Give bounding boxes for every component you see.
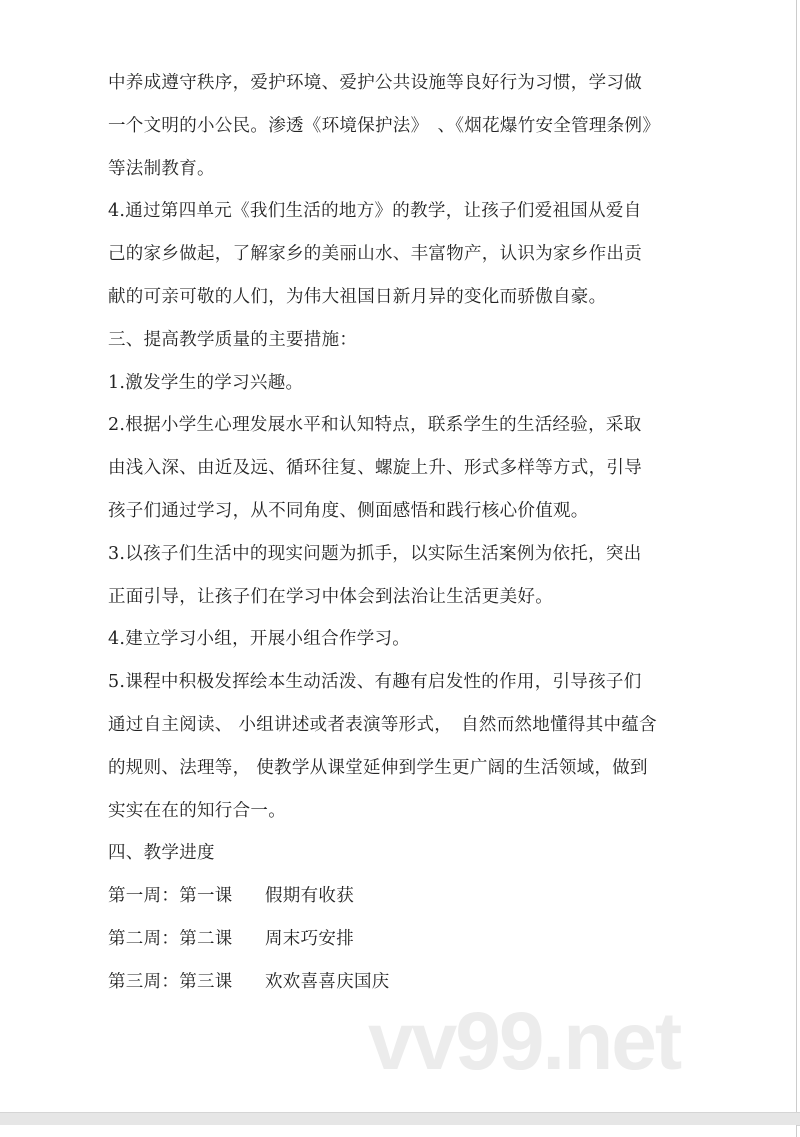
schedule-week: 第一周：第一课 xyxy=(108,886,233,907)
text-line: 的规则、法理等， 使教学从课堂延伸到学生更广阔的生活领域，做到 xyxy=(108,757,648,778)
section-heading: 四、教学进度 xyxy=(108,843,215,864)
next-page xyxy=(0,1125,797,1137)
text-line: 正面引导，让孩子们在学习中体会到法治让生活更美好。 xyxy=(108,586,553,607)
text-line: 己的家乡做起，了解家乡的美丽山水、丰富物产，认识为家乡作出贡 xyxy=(108,244,642,265)
schedule-week: 第三周：第三课 xyxy=(108,971,233,992)
page-content xyxy=(108,62,688,1004)
text-line: 孩子们通过学习，从不同角度、侧面感悟和践行核心价值观。 xyxy=(108,500,589,521)
schedule-week: 第二周：第二课 xyxy=(108,928,233,949)
text-line: 通过自主阅读、 小组讲述或者表演等形式， 自然而然地懂得其中蕴含 xyxy=(108,714,657,735)
text-line: 5.课程中积极发挥绘本生动活泼、有趣有启发性的作用，引导孩子们 xyxy=(108,672,642,693)
text-line: 4.建立学习小组，开展小组合作学习。 xyxy=(108,629,411,650)
text-line: 2.根据小学生心理发展水平和认知特点，联系学生的生活经验，采取 xyxy=(108,415,642,436)
text-line: 实实在在的知行合一。 xyxy=(108,800,286,821)
text-line: 献的可亲可敬的人们，为伟大祖国日新月异的变化而骄傲自豪。 xyxy=(108,286,607,307)
schedule-row xyxy=(108,918,688,961)
text-line: 一个文明的小公民。渗透《环境保护法》 、《烟花爆竹安全管理条例》 xyxy=(108,115,661,136)
text-line: 等法制教育。 xyxy=(108,158,215,179)
page-separator xyxy=(0,1112,800,1126)
watermark: vv99.net xyxy=(368,996,681,1087)
text-line: 1.激发学生的学习兴趣。 xyxy=(108,372,304,393)
schedule-title: 欢欢喜喜庆国庆 xyxy=(265,971,390,992)
text-line: 中养成遵守秩序，爱护环境、爱护公共设施等良好行为习惯，学习做 xyxy=(108,73,642,93)
schedule-title: 假期有收获 xyxy=(265,886,354,907)
section-heading: 三、提高教学质量的主要措施： xyxy=(108,329,358,350)
text-line: 由浅入深、由近及远、循环往复、螺旋上升、形式多样等方式，引导 xyxy=(108,458,642,479)
text-line: 3.以孩子们生活中的现实问题为抓手，以实际生活案例为依托，突出 xyxy=(108,543,642,564)
schedule-title: 周末巧安排 xyxy=(265,928,354,949)
schedule-row xyxy=(108,875,688,918)
text-line: 4.通过第四单元《我们生活的地方》的教学，让孩子们爱祖国从爱自 xyxy=(108,201,642,222)
